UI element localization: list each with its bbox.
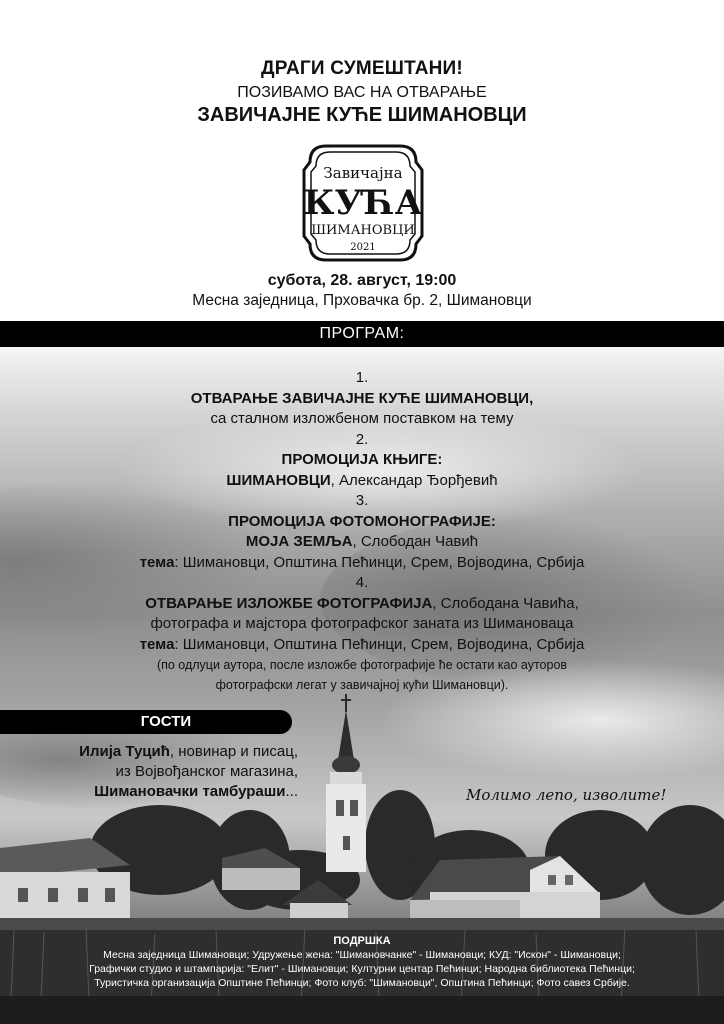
exhibition-author-description: фотографа и мајстора фотографског заната из Шимановаца (150, 615, 574, 632)
zavicajna-kuca-logo (296, 140, 430, 266)
program-heading: ПРОГРАМ: (319, 325, 405, 342)
program-item-number: 4. (355, 574, 369, 591)
closing-invitation: Молимо лепо, изволите! (466, 786, 667, 804)
book-author: , Александар Ђорђевић (330, 471, 498, 489)
program-item-title: ОТВАРАЊЕ ЗАВИЧАЈНЕ КУЋЕ ШИМАНОВЦИ, (190, 389, 534, 407)
event-address: Месна заједница, Прховачка бр. 2, Шимановци (192, 292, 532, 309)
program-item-number: 1. (355, 369, 369, 386)
program-list (0, 368, 724, 695)
logo-text-top: Завичајна (323, 164, 403, 182)
photomonograph-author: , Слободан Чавић (352, 533, 479, 550)
exhibition-note: (по одлуци аутора, после изложбе фотографије ће остати као ауторов (156, 658, 568, 672)
photomonograph-title: МОЈА ЗЕМЉА (245, 533, 353, 550)
book-title: ШИМАНОВЦИ (226, 471, 331, 489)
program-item-title: ПРОМОЦИЈА КЊИГЕ: (281, 451, 443, 468)
exhibition-note-cont: фотографски легат у завичајној кући Шимановци). (215, 678, 509, 692)
program-item-title: ОТВАРАЊЕ ИЗЛОЖБЕ ФОТОГРАФИЈА (145, 594, 433, 612)
theme-text: : Шимановци, Општина Пећинци, Срем, Војводина, Србија (174, 635, 585, 653)
guest-name: Илија Туцић (79, 743, 170, 760)
program-item-number: 2. (355, 430, 369, 448)
exhibition-author: , Слободана Чавића, (432, 594, 579, 612)
support-line: Месна заједница Шимановци; Удружење жена: "Шимановчанке" - Шимановци; КУД: "Искон" - Шимановци; (103, 949, 621, 961)
guests-heading: ГОСТИ (140, 713, 192, 730)
greeting-heading: ДРАГИ СУМЕШТАНИ! (261, 58, 463, 79)
theme-text: : Шимановци, Општина Пећинци, Срем, Војводина, Србија (174, 553, 585, 571)
guests-heading-bar (0, 710, 292, 734)
guests-list (30, 742, 298, 802)
program-item-detail: са сталном изложбеном поставком на тему (210, 410, 514, 427)
support-section (0, 934, 724, 990)
support-heading: ПОДРШКА (333, 935, 391, 947)
support-line: Графички студио и штампарија: "Елит" - Шимановци; Културни центар Пећинци; Народна библиотека Пећинци; (89, 963, 635, 975)
theme-label: тема (139, 553, 175, 571)
guest-band: Шимановачки тамбураши (94, 783, 286, 800)
logo-text-middle: КУЋА (303, 183, 423, 223)
guest-affiliation: из Војвођанског магазина, (115, 763, 298, 780)
logo-year: 2021 (350, 242, 376, 253)
theme-label: тема (139, 635, 175, 653)
event-date: субота, 28. август, 19:00 (267, 272, 457, 289)
support-line: Туристичка организација Општине Пећинци; Фото клуб: "Шимановци", Општина Пећинци; Фото савез Србије. (94, 977, 630, 989)
program-heading-bar (0, 321, 724, 347)
guest-role: , новинар и писац, (169, 743, 298, 760)
event-title: ЗАВИЧАЈНЕ КУЋЕ ШИМАНОВЦИ (197, 104, 527, 126)
logo-text-bottom: ШИМАНОВЦИ (311, 223, 415, 238)
guest-ellipsis: ... (285, 783, 298, 800)
program-item-title: ПРОМОЦИЈА ФОТОМОНОГРАФИЈЕ: (228, 512, 496, 530)
program-item-number: 3. (355, 492, 369, 509)
invite-line: ПОЗИВАМО ВАС НА ОТВАРАЊЕ (237, 84, 487, 101)
